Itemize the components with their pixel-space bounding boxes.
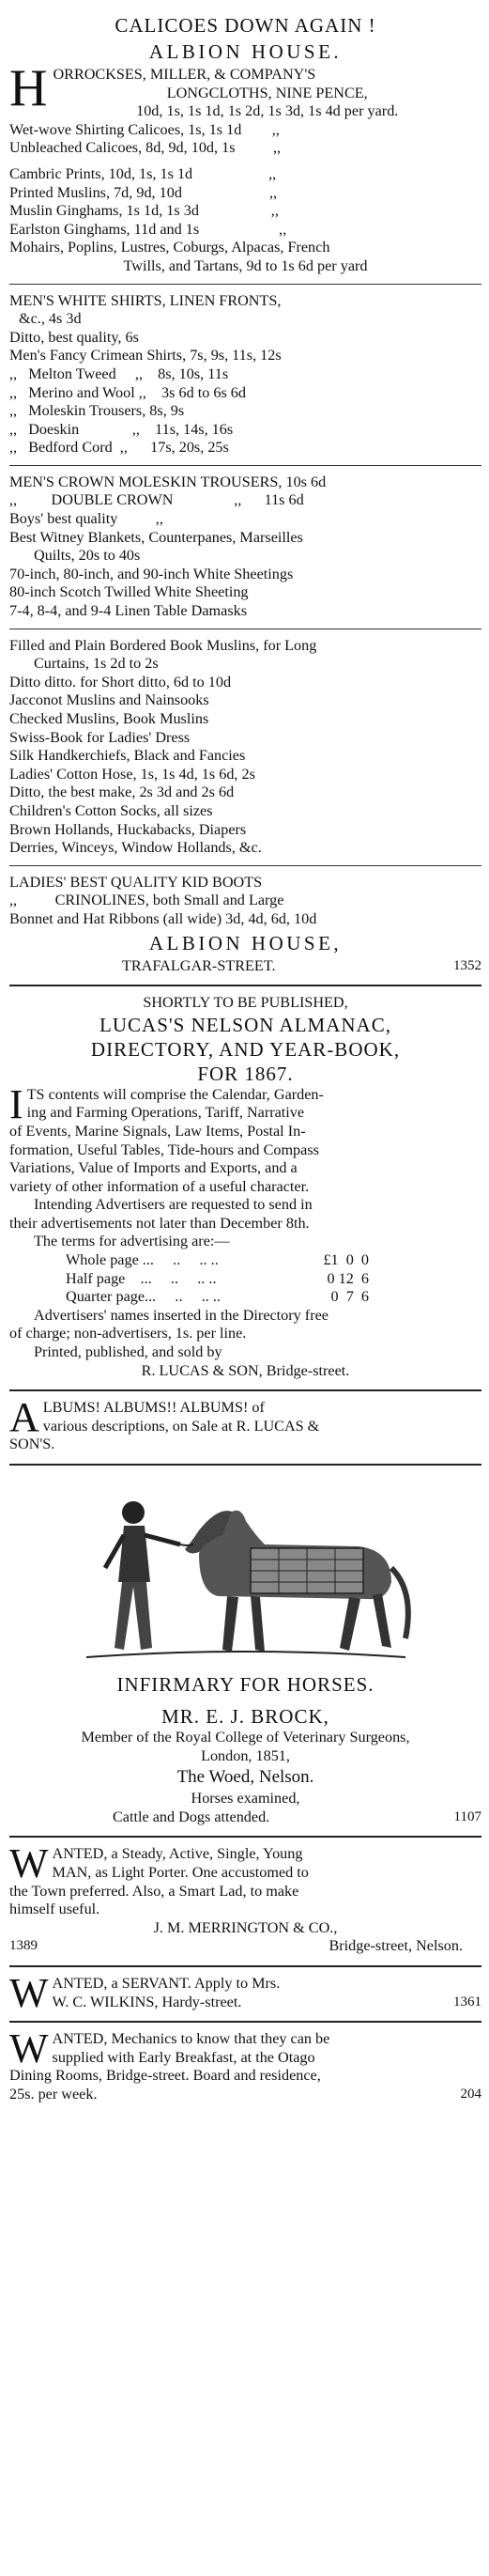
drop-cap: W	[9, 1845, 49, 1883]
drop-cap: W	[9, 2030, 49, 2068]
vet-cattle: Cattle and Dogs attended.	[113, 1808, 270, 1825]
body-line: MAN, as Light Porter. One accustomed to	[52, 1863, 309, 1881]
ad-title: FOR 1867.	[197, 1062, 294, 1085]
body-line: Intending Advertisers are requested to send in	[34, 1196, 313, 1214]
body-line: TS contents will comprise the Calendar, Garden-	[26, 1085, 324, 1103]
item-line: Best Witney Blankets, Counterpanes, Marseilles	[9, 528, 303, 546]
body-line: W. C. WILKINS, Hardy-street.	[52, 1993, 242, 2010]
body-line: LBUMS! ALBUMS!! ALBUMS! of	[42, 1399, 265, 1417]
item-line: Twills, and Tartans, 9d to 1s 6d per yard	[123, 256, 368, 274]
terms-row-label: Whole page ... .. .. ..	[66, 1251, 219, 1269]
drop-cap: W	[9, 1974, 49, 2012]
street-line: Bridge-street, Nelson.	[329, 1937, 463, 1955]
divider	[9, 465, 481, 466]
item-line: Bonnet and Hat Ribbons (all wide) 3d, 4d, 6d, 10d	[9, 909, 317, 927]
body-line: the Town preferred. Also, a Smart Lad, to make	[9, 1882, 299, 1900]
item-line: 70-inch, 80-inch, and 90-inch White Sheetings	[9, 565, 294, 582]
body-line: formation, Useful Tables, Tide-hours and Compass	[9, 1141, 319, 1158]
body-line: 25s. per week.	[9, 2085, 98, 2103]
footer-street: TRAFALGAR-STREET.	[122, 956, 276, 974]
body-line: variety of other information of a useful character.	[9, 1177, 310, 1195]
vet-examined: Horses examined,	[191, 1790, 300, 1808]
horse-infirmary-advert	[9, 1466, 481, 1838]
servant-block	[9, 1975, 481, 2011]
item-line: ,, Doeskin ,, 11s, 14s, 16s	[9, 420, 234, 438]
body-line: ing and Farming Operations, Tariff, Narrative	[26, 1104, 305, 1122]
item-line: ,, DOUBLE CROWN ,, 11s 6d	[9, 491, 304, 509]
horse-and-groom-icon	[68, 1479, 424, 1667]
item-line: 80-inch Scotch Twilled White Sheeting	[9, 583, 249, 601]
item-line: MEN'S WHITE SHIRTS, LINEN FRONTS,	[9, 291, 282, 309]
item-line: Muslin Ginghams, 1s 1d, 1s 3d ,,	[9, 202, 279, 220]
item-line: Brown Hollands, Huckabacks, Diapers	[9, 820, 247, 838]
horse-engraving	[9, 1473, 481, 1672]
item-line: Men's Fancy Crimean Shirts, 7s, 9s, 11s, 12s	[9, 347, 282, 365]
albums-block	[9, 1399, 481, 1435]
albums-advert	[9, 1391, 481, 1466]
ad-lead: SHORTLY TO BE PUBLISHED,	[143, 994, 348, 1012]
intro-line: 10d, 1s, 1s 1d, 1s 2d, 1s 3d, 1s 4d per yard.	[136, 102, 399, 120]
body-line: himself useful.	[9, 1901, 100, 1918]
item-line: MEN'S CROWN MOLESKIN TROUSERS, 10s 6d	[9, 473, 327, 490]
terms-row-price: 0 12 6	[327, 1269, 369, 1287]
body-line: Dining Rooms, Bridge-street. Board and residence,	[9, 2067, 321, 2085]
item-line: Derries, Winceys, Window Hollands, &c.	[9, 839, 262, 857]
sold-by-line: R. LUCAS & SON, Bridge-street.	[141, 1361, 350, 1379]
terms-row-price: £1 0 0	[323, 1251, 369, 1269]
intro-block	[9, 66, 481, 121]
body-block	[9, 1086, 481, 1197]
item-line: Cambric Prints, 10d, 1s, 1s 1d ,,	[9, 164, 277, 182]
divider	[9, 865, 481, 866]
terms-label: The terms for advertising are:—	[34, 1233, 230, 1250]
body-line: of charge; non-advertisers, 1s. per line.	[9, 1325, 247, 1342]
item-line: Silk Handkerchiefs, Black and Fancies	[9, 747, 246, 765]
ad-header: CALICOES DOWN AGAIN !	[115, 14, 376, 37]
drop-cap: H	[9, 66, 48, 117]
terms-row-label: Quarter page... .. .. ..	[66, 1288, 221, 1306]
almanac-advert	[9, 986, 481, 1391]
mechanics-footer-row	[9, 2086, 481, 2104]
servant-row	[53, 1994, 481, 2012]
vet-footer-row	[9, 1808, 481, 1827]
item-line: Checked Muslins, Book Muslins	[9, 710, 209, 727]
advert-number: 1352	[453, 957, 481, 973]
item-line: Mohairs, Poplins, Lustres, Coburgs, Alpacas, French	[9, 239, 330, 256]
mechanics-block	[9, 2030, 481, 2067]
ad-title: DIRECTORY, AND YEAR-BOOK,	[90, 1037, 401, 1061]
item-line: Ditto, best quality, 6s	[9, 328, 139, 346]
item-line: Children's Cotton Socks, all sizes	[9, 801, 213, 819]
porter-footer-row	[9, 1937, 481, 1956]
advert-number: 1389	[9, 1938, 38, 1954]
body-line: ANTED, a Steady, Active, Single, Young	[52, 1845, 303, 1863]
divider	[9, 628, 481, 629]
porter-wanted-advert	[9, 1838, 481, 1967]
item-line: Boys' best quality ,,	[9, 510, 163, 528]
item-line: ,, Melton Tweed ,, 8s, 10s, 11s	[9, 365, 229, 382]
terms-row	[9, 1288, 481, 1307]
mechanics-breakfast-advert	[9, 2023, 481, 2113]
printed-line: Printed, published, and sold by	[34, 1343, 222, 1361]
item-line: Ditto, the best make, 2s 3d and 2s 6d	[9, 784, 235, 801]
company-line: J. M. MERRINGTON & CO.,	[153, 1918, 338, 1936]
ad-title: LUCAS'S NELSON ALMANAC,	[99, 1013, 391, 1036]
drop-cap: A	[9, 1399, 39, 1436]
item-line: 7-4, 8-4, and 9-4 Linen Table Damasks	[9, 602, 248, 620]
item-line: ,, Bedford Cord ,, 17s, 20s, 25s	[9, 439, 229, 457]
ad-title: ALBION HOUSE.	[148, 40, 343, 63]
body-line: ANTED, Mechanics to know that they can be	[52, 2030, 330, 2048]
body-line: their advertisements not later than December 8th.	[9, 1214, 310, 1232]
intro-line: LONGCLOTHS, NINE PENCE,	[166, 84, 368, 101]
item-line: Jacconot Muslins and Nainsooks	[9, 691, 209, 709]
porter-block	[9, 1845, 481, 1882]
body-line: various descriptions, on Sale at R. LUCAS &	[42, 1417, 320, 1435]
item-line: Ladies' Cotton Hose, 1s, 1s 4d, 1s 6d, 2s	[9, 765, 255, 783]
item-line: Wet-wove Shirting Calicoes, 1s, 1s 1d ,,	[9, 120, 280, 138]
intro-line: ORROCKSES, MILLER, & COMPANY'S	[53, 66, 316, 83]
advert-number: 1361	[453, 1994, 481, 2010]
item-line: &c., 4s 3d	[19, 310, 82, 328]
item-line: ,, Moleskin Trousers, 8s, 9s	[9, 402, 185, 420]
albion-house-advert	[9, 6, 481, 986]
item-line: Filled and Plain Bordered Book Muslins, for Long	[9, 636, 317, 654]
item-line: Unbleached Calicoes, 8d, 9d, 10d, 1s ,,	[9, 139, 282, 157]
item-line: Quilts, 20s to 40s	[34, 547, 141, 565]
ad-title: INFIRMARY FOR HORSES.	[116, 1673, 374, 1696]
terms-row	[9, 1270, 481, 1289]
servant-wanted-advert	[9, 1967, 481, 2023]
body-line: Variations, Value of Imports and Exports, and a	[9, 1159, 298, 1177]
vet-address: The Woed, Nelson.	[176, 1767, 314, 1788]
body-line: SON'S.	[9, 1435, 55, 1453]
vet-london: London, 1851,	[201, 1746, 290, 1764]
body-line: supplied with Early Breakfast, at the Otago	[52, 2048, 315, 2066]
terms-row	[9, 1251, 481, 1270]
divider	[9, 284, 481, 285]
advert-number: 1107	[453, 1808, 481, 1824]
item-line: LADIES' BEST QUALITY KID BOOTS	[9, 873, 263, 891]
item-line: ,, CRINOLINES, both Small and Large	[9, 892, 284, 909]
drop-cap: I	[9, 1085, 23, 1127]
item-line: Swiss-Book for Ladies' Dress	[9, 728, 191, 746]
vet-name: MR. E. J. BROCK,	[161, 1705, 329, 1728]
terms-row-price: 0 7 6	[330, 1288, 369, 1306]
body-line: Advertisers' names inserted in the Directory free	[34, 1306, 329, 1324]
vet-member: Member of the Royal College of Veterinary Surgeons,	[81, 1729, 410, 1746]
item-line: ,, Merino and Wool ,, 3s 6d to 6s 6d	[9, 383, 246, 401]
item-line: Ditto ditto. for Short ditto, 6d to 10d	[9, 673, 232, 691]
item-line: Curtains, 1s 2d to 2s	[34, 655, 159, 673]
terms-row-label: Half page ... .. .. ..	[66, 1269, 217, 1287]
body-line: of Events, Marine Signals, Law Items, Postal In-	[9, 1122, 306, 1140]
item-line: Printed Muslins, 7d, 9d, 10d ,,	[9, 183, 278, 201]
footer-row	[9, 957, 481, 976]
item-line: Earlston Ginghams, 11d and 1s ,,	[9, 220, 287, 238]
advert-number: 204	[460, 2086, 481, 2102]
body-line: ANTED, a SERVANT. Apply to Mrs.	[52, 1974, 281, 1992]
footer-title: ALBION HOUSE,	[148, 931, 343, 954]
